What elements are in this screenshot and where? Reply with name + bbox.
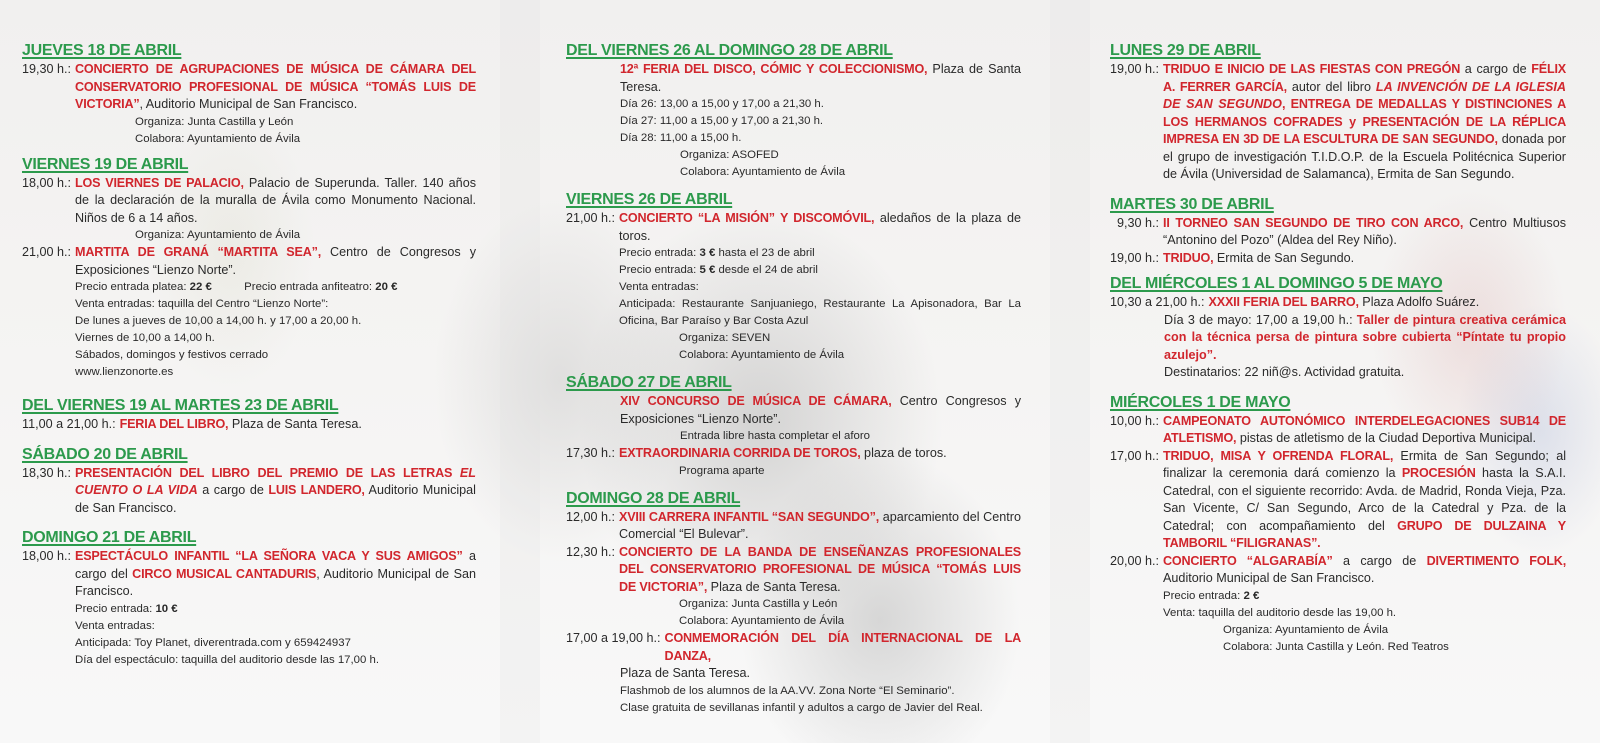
workshop [1110,312,1566,382]
background-fold [500,0,540,743]
day-jueves-18 [22,40,476,148]
event [22,61,476,148]
day-domingo-21 [22,527,476,669]
ticket-note: Día del espectáculo: taquilla del auditorio desde las 17,00 h. [75,653,379,666]
price-value: 20 € [375,281,398,293]
workshop-time: Día 3 de mayo: 17,00 a 19,00 h.: [1164,312,1357,327]
event-time: 19,00 h.: [1110,250,1160,265]
activity-note: Clase gratuita de sevillanas infantil y adultos a cargo de Javier del Real. [620,701,983,714]
price-value: 5 € [699,264,716,276]
book-title: EL CUENTO O LA VIDA [75,465,476,497]
event-title: FERIA DEL LIBRO, [119,417,229,431]
procession-label: PROCESIÓN [1401,466,1476,480]
ticket-note: Venta entradas: taquilla del Centro “Lienzo Norte”: [75,298,329,310]
program-column-2 [566,40,1021,717]
event-time: 19,00 h.: [1110,62,1160,76]
day-title: VIERNES 26 DE ABRIL [566,191,733,208]
event-time: 21,00 h.: [566,211,616,225]
author-name: LUIS LANDERO, [268,483,365,497]
event-venue: Auditorio Municipal de San Francisco. [75,483,476,515]
event-time: 18,00 h.: [22,175,72,190]
day-title: LUNES 29 DE ABRIL [1110,42,1261,59]
event-time: 12,30 h.: [566,544,616,559]
price-value: 2 € [1243,589,1260,602]
event-title-continued: , ENTREGA DE MEDALLAS Y DISTINCIONES A LOS HERMANOS COFRADES y PRESENTACIÓN DE LA RÉPLICA IMPRESA EN 3D DE LA ESCULTURA DE SAN SEGUNDO, [1163,97,1566,146]
event-title: XVIII CARRERA INFANTIL “SAN SEGUNDO”, [619,509,879,524]
day-feria-libro [22,395,476,434]
price-line: Precio entrada: 10 € [75,602,178,615]
program-note: Programa aparte [679,464,765,477]
event-venue: aparcamiento del Centro Comercial “El Bulevar”. [619,509,1021,541]
workshop-audience: Destinatarios: 22 niñ@s. Actividad gratuita. [1164,365,1405,379]
performer-name: CIRCO MUSICAL CANTADURIS [132,566,317,581]
organizer: Organiza: Ayuntamiento de Ávila [135,229,301,241]
event [566,544,1021,631]
event-title: TRIDUO, [1163,250,1214,265]
day-title: DOMINGO 21 DE ABRIL [22,529,197,546]
event-venue: Plaza de Santa Teresa. [620,62,1022,94]
day-sabado-27 [566,372,1021,480]
event [1110,250,1566,268]
event-venue: pistas de atletismo de la Ciudad Deportiva Municipal. [1236,431,1536,445]
price-line: Precio entrada: 5 € desde el 24 de abril [619,264,818,276]
day-lunes-29 [1110,40,1566,184]
event-title: EXTRAORDINARIA CORRIDA DE TOROS, [619,446,861,460]
event-venue: Centro Congresos y Exposiciones “Lienzo Norte”. [620,394,1021,426]
event: 19,00 h.: TRIDUO E INICIO DE LAS FIESTAS CON PREGÓN a cargo de FÉLIX A. FERRER GARCÍA, autor del libro LA INVENCIÓN DE LA IGLESIA DE SAN SEGUNDO, ENTREGA DE MEDALLAS Y DISTINCIONES A LOS HERMANOS COFRADES y PRESENTACIÓN DE LA RÉPLICA IMPRESA EN 3D DE LA ESCULTURA DE SAN SEGUNDO, donada por el grupo de investigación T.I.D.O.P. de la Escuela Politécnica Superior de Ávila (Universidad de Salamanca), Ermita de San Segundo. [1110,61,1566,184]
event-venue: Plaza de Santa Teresa. [228,417,362,431]
event [1110,294,1566,312]
day-title: SÁBADO 20 DE ABRIL [22,445,188,463]
price-line: Precio entrada platea: 22 € Precio entrada anfiteatro: 20 € [75,281,398,293]
event-venue: Plaza Adolfo Suárez. [1358,295,1480,309]
ticket-note: Anticipada: Toy Planet, diverentrada.com y 659424937 [75,636,351,649]
event-venue: Ermita de San Segundo. [1213,250,1355,265]
event-time: 19,30 h.: [22,62,72,76]
event-venue: Centro de Congresos y Exposiciones “Lienzo Norte”. [75,245,476,277]
day-title: DEL MIÉRCOLES 1 AL DOMINGO 5 DE MAYO [1110,275,1443,292]
event-title: LOS VIERNES DE PALACIO, [75,175,244,190]
event-title: CAMPEONATO AUTONÓMICO INTERDELEGACIONES SUB14 DE ATLETISMO, [1163,413,1566,445]
day-title: VIERNES 19 DE ABRIL [22,155,189,173]
event [22,244,476,381]
event-details [566,665,1021,717]
ticket-note: De lunes a jueves de 10,00 a 14,00 h. y 17,00 a 20,00 h. [75,315,362,327]
event-title: TRIDUO E INICIO DE LAS FIESTAS CON PREGÓN [1163,62,1461,76]
organizer: Organiza: Junta Castilla y León [679,598,838,610]
event-title: PRESENTACIÓN DEL LIBRO DEL PREMIO DE LAS LETRAS [75,465,460,480]
event [1110,413,1566,448]
event-title: TRIDUO, MISA Y OFRENDA FLORAL, [1163,448,1394,463]
event-title: XXXII FERIA DEL BARRO, [1208,295,1359,309]
day-title: JUEVES 18 DE ABRIL [22,42,182,59]
collaborator: Colabora: Junta Castilla y León. Red Teatros [1223,640,1449,653]
ticket-note: Venta: taquilla del auditorio desde las 19,00 h. [1163,606,1397,619]
event [566,210,1021,364]
event-title: CONCIERTO “LA MISIÓN” Y DISCOMÓVIL, [619,211,875,225]
event-title: CONCIERTO DE AGRUPACIONES DE MÚSICA DE CÁMARA DEL CONSERVATORIO PROFESIONAL DE MÚSICA “TOMÁS LUIS DE VICTORIA” [75,62,476,111]
event-venue: Plaza de Santa Teresa. [707,579,841,594]
day-martes-30 [1110,194,1566,268]
ticket-note: Anticipada: Restaurante Sanjuaniego, Restaurante La Apisonadora, Bar La Oficina, Bar Paraíso y Bar Costa Azul [619,298,1021,327]
event-time: 10,30 a 21,00 h.: [1110,295,1205,309]
event [566,509,1021,544]
event-venue: Auditorio Municipal de San Francisco. [1163,571,1375,585]
event [22,416,476,434]
event-time: 18,00 h.: [22,549,72,563]
performer-name: DIVERTIMENTO FOLK, [1426,553,1567,568]
collaborator: Colabora: Ayuntamiento de Ávila [679,349,845,361]
schedule-line: Día 27: 11,00 a 15,00 y 17,00 a 21,30 h. [620,115,824,127]
entry-note: Entrada libre hasta completar el aforo [680,430,870,442]
ticket-note: Viernes de 10,00 a 14,00 h. [75,332,215,344]
day-viernes-19 [22,154,476,382]
event-time: 21,00 h.: [22,245,72,259]
event-venue: Plaza de Santa Teresa. [620,666,750,680]
event-title: 12ª FERIA DEL DISCO, CÓMIC Y COLECCIONISMO, [620,62,928,76]
event-time: 20,00 h.: [1110,553,1160,568]
collaborator: Colabora: Ayuntamiento de Ávila [680,166,846,178]
day-title: DOMINGO 28 DE ABRIL [566,489,741,507]
event-title: MARTITA DE GRANÁ “MARTITA SEA”, [75,245,321,259]
program-column-1 [22,40,476,669]
event [566,630,1021,665]
event [566,393,1021,445]
schedule-line: Día 28: 11,00 a 15,00 h. [620,132,742,144]
day-domingo-28 [566,488,1021,717]
day-feria-barro [1110,273,1566,382]
event-title: CONMEMORACIÓN DEL DÍA INTERNACIONAL DE LA DANZA, [664,631,1021,663]
event-time: 17,00 a 19,00 h.: [566,631,661,645]
organizer: Organiza: ASOFED [680,149,779,161]
event-venue: plaza de toros. [860,446,947,460]
event-title: XIV CONCURSO DE MÚSICA DE CÁMARA, [620,394,892,408]
event-time: 17,30 h.: [566,446,616,460]
music-group: GRUPO DE DULZAINA Y TAMBORIL “FILIGRANAS”. [1163,518,1566,550]
price-line: Precio entrada: 3 € hasta el 23 de abril [619,247,815,259]
event: 20,00 h.: CONCIERTO “ALGARABÍA” a cargo de DIVERTIMENTO FOLK, Auditorio Municipal de San Francisco. Precio entrada: 2 € Venta: taquilla del auditorio desde las 19,00 h. Organiza: Ayuntamiento de Ávila Colabora: Junta Castilla y León. Red Teatros [1110,553,1566,656]
day-title: SÁBADO 27 DE ABRIL [566,374,732,391]
event-time: 12,00 h.: [566,509,616,524]
event-title: CONCIERTO DE LA BANDA DE ENSEÑANZAS PROFESIONALES DEL CONSERVATORIO PROFESIONAL DE MÚSICA “TOMÁS LUIS DE VICTORIA”, [619,544,1021,594]
event-venue: donada por el grupo de investigación T.I.D.O.P. de la Escuela Politécnica Superior de Ávila (Universidad de Salamanca), Ermita de San Segundo. [1163,132,1567,181]
event-title: CONCIERTO “ALGARABÍA” [1163,553,1333,568]
organizer: Organiza: Ayuntamiento de Ávila [1223,623,1389,636]
event [1110,215,1566,250]
event-venue: , Auditorio Municipal de San Francisco. [139,97,358,111]
event: 17,00 h.: TRIDUO, MISA Y OFRENDA FLORAL, Ermita de San Segundo; al finalizar la ceremonia dará comienzo la PROCESIÓN hasta la S.A.I. Catedral, con el siguiente recorrido: Avda. de Madrid, Ronda Vieja, Pza. San Vicente, C/ San Segundo, Arco de la Catedral y Pza. de la Catedral; con acompañamiento del GRUPO DE DULZAINA Y TAMBORIL “FILIGRANAS”. [1110,448,1566,553]
schedule-line: Día 26: 13,00 a 15,00 y 17,00 a 21,30 h. [620,98,824,110]
background-fold [1050,0,1090,743]
price-value: 10 € [155,602,178,615]
day-miercoles-1 [1110,392,1566,656]
ticket-note: Venta entradas: [619,281,699,293]
event [566,445,1021,480]
day-title: DEL VIERNES 26 AL DOMINGO 28 DE ABRIL [566,42,893,59]
event-venue: Centro Multiusos “Antonino del Pozo” (Aldea del Rey Niño). [1163,215,1566,247]
organizer: Organiza: SEVEN [679,332,771,344]
day-viernes-26 [566,189,1021,364]
event-time: 18,30 h.: [22,465,72,480]
event-title: ESPECTÁCULO INFANTIL “LA SEÑORA VACA Y SUS AMIGOS” [75,549,463,563]
day-feria-disco [566,40,1021,181]
event-title: II TORNEO SAN SEGUNDO DE TIRO CON ARCO, [1163,215,1464,230]
price-value: 22 € [189,281,212,293]
collaborator: Colabora: Ayuntamiento de Ávila [135,132,301,145]
day-title: MARTES 30 DE ABRIL [1110,195,1274,213]
event-venue: Palacio de Superunda. Taller. 140 años de la declaración de la muralla de Ávila como Monumento Nacional. Niños de 6 a 14 años. [75,175,476,225]
event-time: 9,30 h.: [1117,215,1160,230]
ticket-note: Venta entradas: [75,619,155,632]
activity-note: Flashmob de los alumnos de la AA.VV. Zona Norte “El Seminario”. [620,684,955,697]
collaborator: Colabora: Ayuntamiento de Ávila [679,615,845,627]
event-venue: aledaños de la plaza de toros. [619,211,1022,243]
day-title: MIÉRCOLES 1 DE MAYO [1110,393,1291,411]
speaker-name: FÉLIX A. FERRER GARCÍA, [1163,62,1566,94]
event: 18,30 h.: PRESENTACIÓN DEL LIBRO DEL PREMIO DE LAS LETRAS EL CUENTO O LA VIDA a cargo de LUIS LANDERO, Auditorio Municipal de San Francisco. [22,465,476,518]
price-line: Precio entrada: 2 € [1163,589,1260,602]
event [566,61,1021,181]
website-link[interactable]: www.lienzonorte.es [75,366,174,378]
organizer: Organiza: Junta Castilla y León [135,115,294,128]
event-time: 11,00 a 21,00 h.: [22,417,116,431]
price-value: 3 € [699,247,716,259]
program-column-3 [1110,40,1566,656]
event: 18,00 h.: ESPECTÁCULO INFANTIL “LA SEÑORA VACA Y SUS AMIGOS” a cargo del CIRCO MUSICAL CANTADURIS, Auditorio Municipal de San Francisco. Precio entrada: 10 € Venta entradas: Anticipada: Toy Planet, diverentrada.com y 659424937 Día del espectáculo: taquilla del auditorio desde las 17,00 h. [22,548,476,669]
day-sabado-20 [22,444,476,518]
workshop-title: Taller de pintura creativa cerámica con la técnica persa de pintura sobre cubierta “Píntate tu propio azulejo”. [1164,312,1566,362]
ticket-note: Sábados, domingos y festivos cerrado [75,349,269,361]
event-venue: , Auditorio Municipal de San Francisco. [75,566,476,598]
event [22,175,476,245]
event-time: 17,00 h.: [1110,448,1160,463]
day-title: DEL VIERNES 19 AL MARTES 23 DE ABRIL [22,397,339,414]
book-title: LA INVENCIÓN DE LA IGLESIA DE SAN SEGUNDO [1163,79,1566,111]
event-time: 10,00 h.: [1110,413,1160,428]
